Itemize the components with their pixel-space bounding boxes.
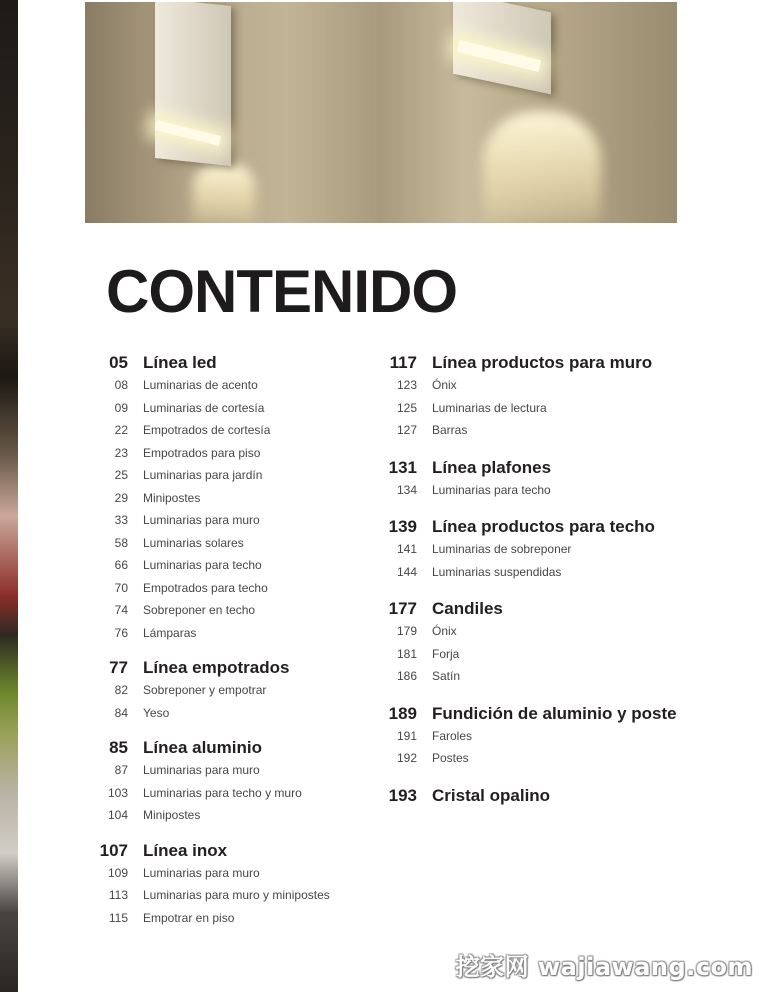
- entry-label: Yeso: [143, 705, 170, 720]
- entry-label: Luminarias para jardín: [143, 468, 263, 482]
- toc-entry[interactable]: [382, 378, 702, 401]
- entry-page-number: 127: [396, 423, 417, 437]
- section-title: Línea led: [143, 353, 217, 372]
- toc-entry[interactable]: [92, 603, 382, 626]
- toc-entry[interactable]: [92, 513, 382, 536]
- section-gap: [382, 774, 702, 786]
- toc-entry[interactable]: [92, 446, 382, 469]
- entry-page-number: 181: [396, 646, 417, 661]
- toc-entry[interactable]: [382, 423, 702, 446]
- entry-page-number: 82: [114, 683, 128, 697]
- toc-entry[interactable]: [92, 378, 382, 401]
- section-page-number: 139: [388, 517, 417, 536]
- entry-label: Sobreponer en techo: [143, 603, 256, 617]
- entry-label: Minipostes: [143, 808, 201, 822]
- entry-page-number: 87: [114, 763, 128, 777]
- section-title: Fundición de aluminio y poste: [432, 703, 677, 723]
- toc-entry[interactable]: [92, 626, 382, 649]
- toc-entry[interactable]: [382, 542, 702, 565]
- toc-section-heading[interactable]: [382, 353, 702, 377]
- toc-section-heading[interactable]: [92, 353, 382, 377]
- toc-section: [382, 353, 702, 446]
- section-title: Línea empotrados: [143, 658, 290, 677]
- toc-section: [92, 841, 382, 934]
- entry-label: Ónix: [432, 624, 457, 638]
- entry-label: Empotrados de cortesía: [143, 423, 271, 437]
- entry-page-number: 191: [396, 728, 417, 743]
- entry-page-number: 22: [114, 423, 128, 437]
- toc-section-heading[interactable]: [92, 738, 382, 762]
- entry-label: Luminarias para muro y minipostes: [143, 888, 330, 902]
- section-page-number: 107: [99, 840, 128, 860]
- entry-page-number: 08: [114, 378, 128, 392]
- entry-page-number: 125: [396, 400, 417, 415]
- entry-page-number: 09: [114, 400, 128, 415]
- section-page-number: 85: [109, 738, 128, 757]
- toc-section-heading[interactable]: [382, 704, 702, 728]
- entry-page-number: 74: [114, 603, 128, 617]
- entry-label: Luminarias solares: [143, 535, 244, 550]
- entry-page-number: 70: [114, 580, 128, 595]
- toc-entry[interactable]: [92, 911, 382, 934]
- toc-entry[interactable]: [92, 558, 382, 581]
- section-page-number: 177: [388, 599, 417, 618]
- entry-page-number: 84: [114, 705, 128, 720]
- entry-page-number: 76: [114, 625, 128, 640]
- toc-entry[interactable]: [92, 683, 382, 706]
- section-title: Línea productos para muro: [432, 353, 653, 372]
- entry-label: Luminarias de acento: [143, 378, 258, 392]
- toc-entry[interactable]: [382, 647, 702, 670]
- entry-label: Satín: [432, 669, 461, 683]
- toc-section-heading[interactable]: [382, 458, 702, 482]
- toc-section: [92, 738, 382, 831]
- entry-page-number: 179: [396, 624, 417, 638]
- entry-label: Barras: [432, 423, 468, 437]
- section-page-number: 77: [109, 658, 128, 677]
- entry-label: Luminarias suspendidas: [432, 564, 562, 579]
- toc-entry[interactable]: [382, 483, 702, 506]
- toc-entry[interactable]: [382, 669, 702, 692]
- entry-label: Luminarias para muro: [143, 763, 260, 777]
- entry-page-number: 192: [396, 751, 417, 765]
- section-page-number: 05: [109, 353, 128, 372]
- entry-label: Minipostes: [143, 490, 201, 505]
- toc-entry[interactable]: [92, 706, 382, 729]
- toc-entry[interactable]: [92, 888, 382, 911]
- toc-section-heading[interactable]: [92, 658, 382, 682]
- toc-entry[interactable]: [382, 751, 702, 774]
- entry-page-number: 58: [114, 535, 128, 550]
- entry-page-number: 23: [114, 445, 128, 460]
- section-gap: [382, 692, 702, 704]
- entry-label: Luminarias para techo: [432, 482, 551, 497]
- section-page-number: 117: [389, 353, 417, 372]
- toc-section: [382, 599, 702, 692]
- toc-entry[interactable]: [92, 468, 382, 491]
- entry-label: Luminarias de cortesía: [143, 400, 265, 415]
- toc-section-heading[interactable]: [382, 599, 702, 623]
- entry-page-number: 115: [108, 910, 128, 925]
- light-glow: [483, 111, 601, 223]
- entry-label: Luminarias para muro: [143, 513, 260, 527]
- toc-section: [382, 458, 702, 506]
- section-page-number: 131: [388, 457, 417, 477]
- toc-entry[interactable]: [382, 565, 702, 588]
- entry-page-number: 109: [107, 865, 128, 880]
- entry-page-number: 123: [396, 378, 417, 392]
- entry-label: Ónix: [432, 378, 457, 392]
- section-title: Línea inox: [143, 840, 228, 860]
- toc-entry[interactable]: [92, 763, 382, 786]
- toc-entry[interactable]: [382, 729, 702, 752]
- entry-page-number: 104: [107, 808, 128, 822]
- entry-page-number: 186: [396, 669, 417, 683]
- section-gap: [382, 446, 702, 458]
- toc-entry[interactable]: [382, 624, 702, 647]
- section-title: Línea plafones: [432, 457, 552, 477]
- left-edge-photo-strip: [0, 0, 18, 992]
- entry-label: Luminarias de lectura: [432, 400, 547, 415]
- section-title: Cristal opalino: [432, 785, 551, 805]
- entry-page-number: 134: [396, 482, 417, 497]
- section-page-number: 189: [388, 703, 417, 723]
- entry-page-number: 144: [396, 564, 417, 579]
- toc-section: [92, 658, 382, 728]
- toc-entry[interactable]: [92, 401, 382, 424]
- section-title: Línea aluminio: [143, 738, 263, 757]
- entry-page-number: 29: [114, 490, 128, 505]
- entry-label: Faroles: [432, 728, 473, 743]
- entry-page-number: 25: [114, 468, 128, 482]
- watermark: 挖家网 wajiawang.com: [455, 953, 753, 981]
- light-glow: [193, 163, 255, 223]
- toc-section-heading[interactable]: [92, 841, 382, 865]
- toc-left-column: [92, 353, 382, 933]
- toc-section: [92, 353, 382, 648]
- entry-label: Lámparas: [143, 625, 197, 640]
- toc-entry[interactable]: [92, 581, 382, 604]
- toc-entry[interactable]: [92, 536, 382, 559]
- entry-label: Empotrados para piso: [143, 445, 261, 460]
- toc-section: [382, 517, 702, 587]
- section-gap: [92, 831, 382, 841]
- section-gap: [382, 505, 702, 517]
- toc-section-heading[interactable]: [382, 517, 702, 541]
- entry-page-number: 33: [114, 513, 128, 527]
- toc-entry[interactable]: [92, 491, 382, 514]
- entry-label: Postes: [432, 751, 469, 765]
- entry-page-number: 103: [107, 785, 128, 800]
- entry-label: Luminarias para muro: [143, 865, 260, 880]
- page-title: CONTENIDO: [106, 258, 457, 325]
- entry-label: Forja: [432, 646, 460, 661]
- toc-section: [382, 786, 702, 810]
- entry-page-number: 66: [114, 558, 128, 572]
- section-page-number: 193: [388, 785, 417, 805]
- toc-entry[interactable]: [92, 786, 382, 809]
- toc-entry[interactable]: [382, 401, 702, 424]
- section-title: Línea productos para techo: [432, 517, 655, 536]
- toc-entry[interactable]: [92, 866, 382, 889]
- entry-label: Empotrar en piso: [143, 910, 235, 925]
- toc-section: [382, 704, 702, 774]
- entry-label: Empotrados para techo: [143, 580, 268, 595]
- entry-label: Luminarias para techo y muro: [143, 785, 302, 800]
- entry-label: Sobreponer y empotrar: [143, 683, 267, 697]
- hero-wall-lights-photo: [85, 2, 677, 223]
- toc-entry[interactable]: [92, 423, 382, 446]
- entry-label: Luminarias de sobreponer: [432, 542, 572, 556]
- entry-label: Luminarias para techo: [143, 558, 262, 572]
- section-gap: [92, 728, 382, 738]
- section-gap: [382, 587, 702, 599]
- entry-page-number: 113: [108, 888, 128, 902]
- section-title: Candiles: [432, 599, 503, 618]
- toc-section-heading[interactable]: [382, 786, 702, 810]
- toc-right-column: [382, 353, 702, 811]
- section-gap: [92, 648, 382, 658]
- entry-page-number: 141: [396, 542, 417, 556]
- toc-entry[interactable]: [92, 808, 382, 831]
